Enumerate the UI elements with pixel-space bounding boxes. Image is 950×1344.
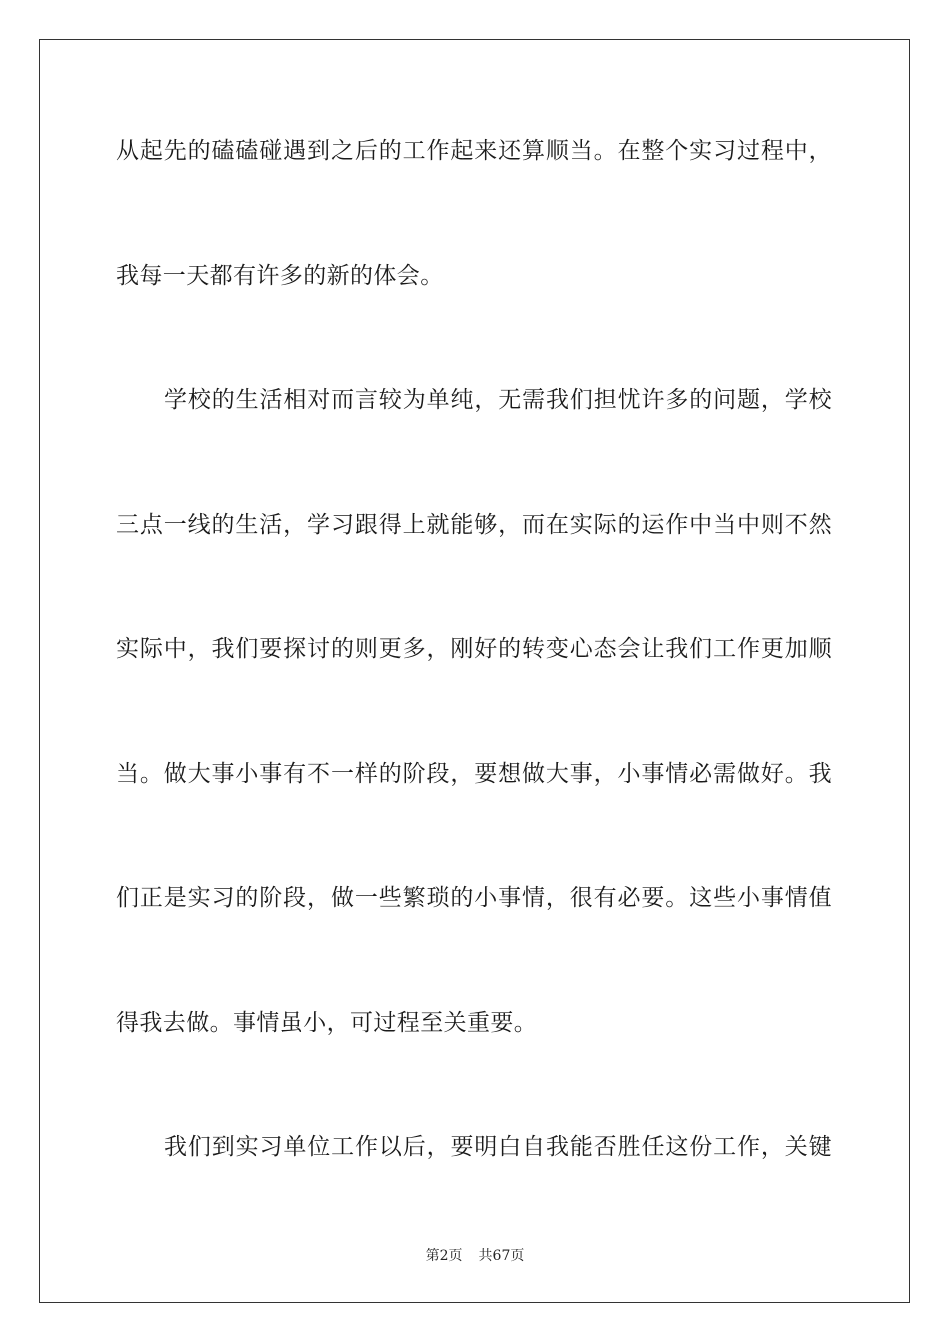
- total-pages: 共67页: [478, 1248, 525, 1264]
- paragraph-first-line: 学校的生活相对而言较为单纯，无需我们担忧许多的问题，学校: [164, 387, 832, 413]
- text-line: 得我去做。事情虽小，可过程至关重要。: [116, 1010, 538, 1036]
- text-line: 们正是实习的阶段，做一些繁琐的小事情，很有必要。这些小事情值: [116, 885, 832, 911]
- text-line: 三点一线的生活，学习跟得上就能够，而在实际的运作中当中则不然: [116, 512, 832, 538]
- page-footer: [0, 1246, 950, 1266]
- page-border: [39, 39, 910, 1303]
- text-line: 从起先的磕磕碰遇到之后的工作起来还算顺当。在整个实习过程中，: [116, 138, 832, 164]
- page-number: 第2页: [425, 1248, 463, 1264]
- text-line: 当。做大事小事有不一样的阶段，要想做大事，小事情必需做好。我: [116, 761, 832, 787]
- text-line: 我每一天都有许多的新的体会。: [116, 263, 444, 289]
- paragraph-first-line: 我们到实习单位工作以后，要明白自我能否胜任这份工作，关键: [164, 1134, 832, 1160]
- text-line: 实际中，我们要探讨的则更多，刚好的转变心态会让我们工作更加顺: [116, 636, 832, 662]
